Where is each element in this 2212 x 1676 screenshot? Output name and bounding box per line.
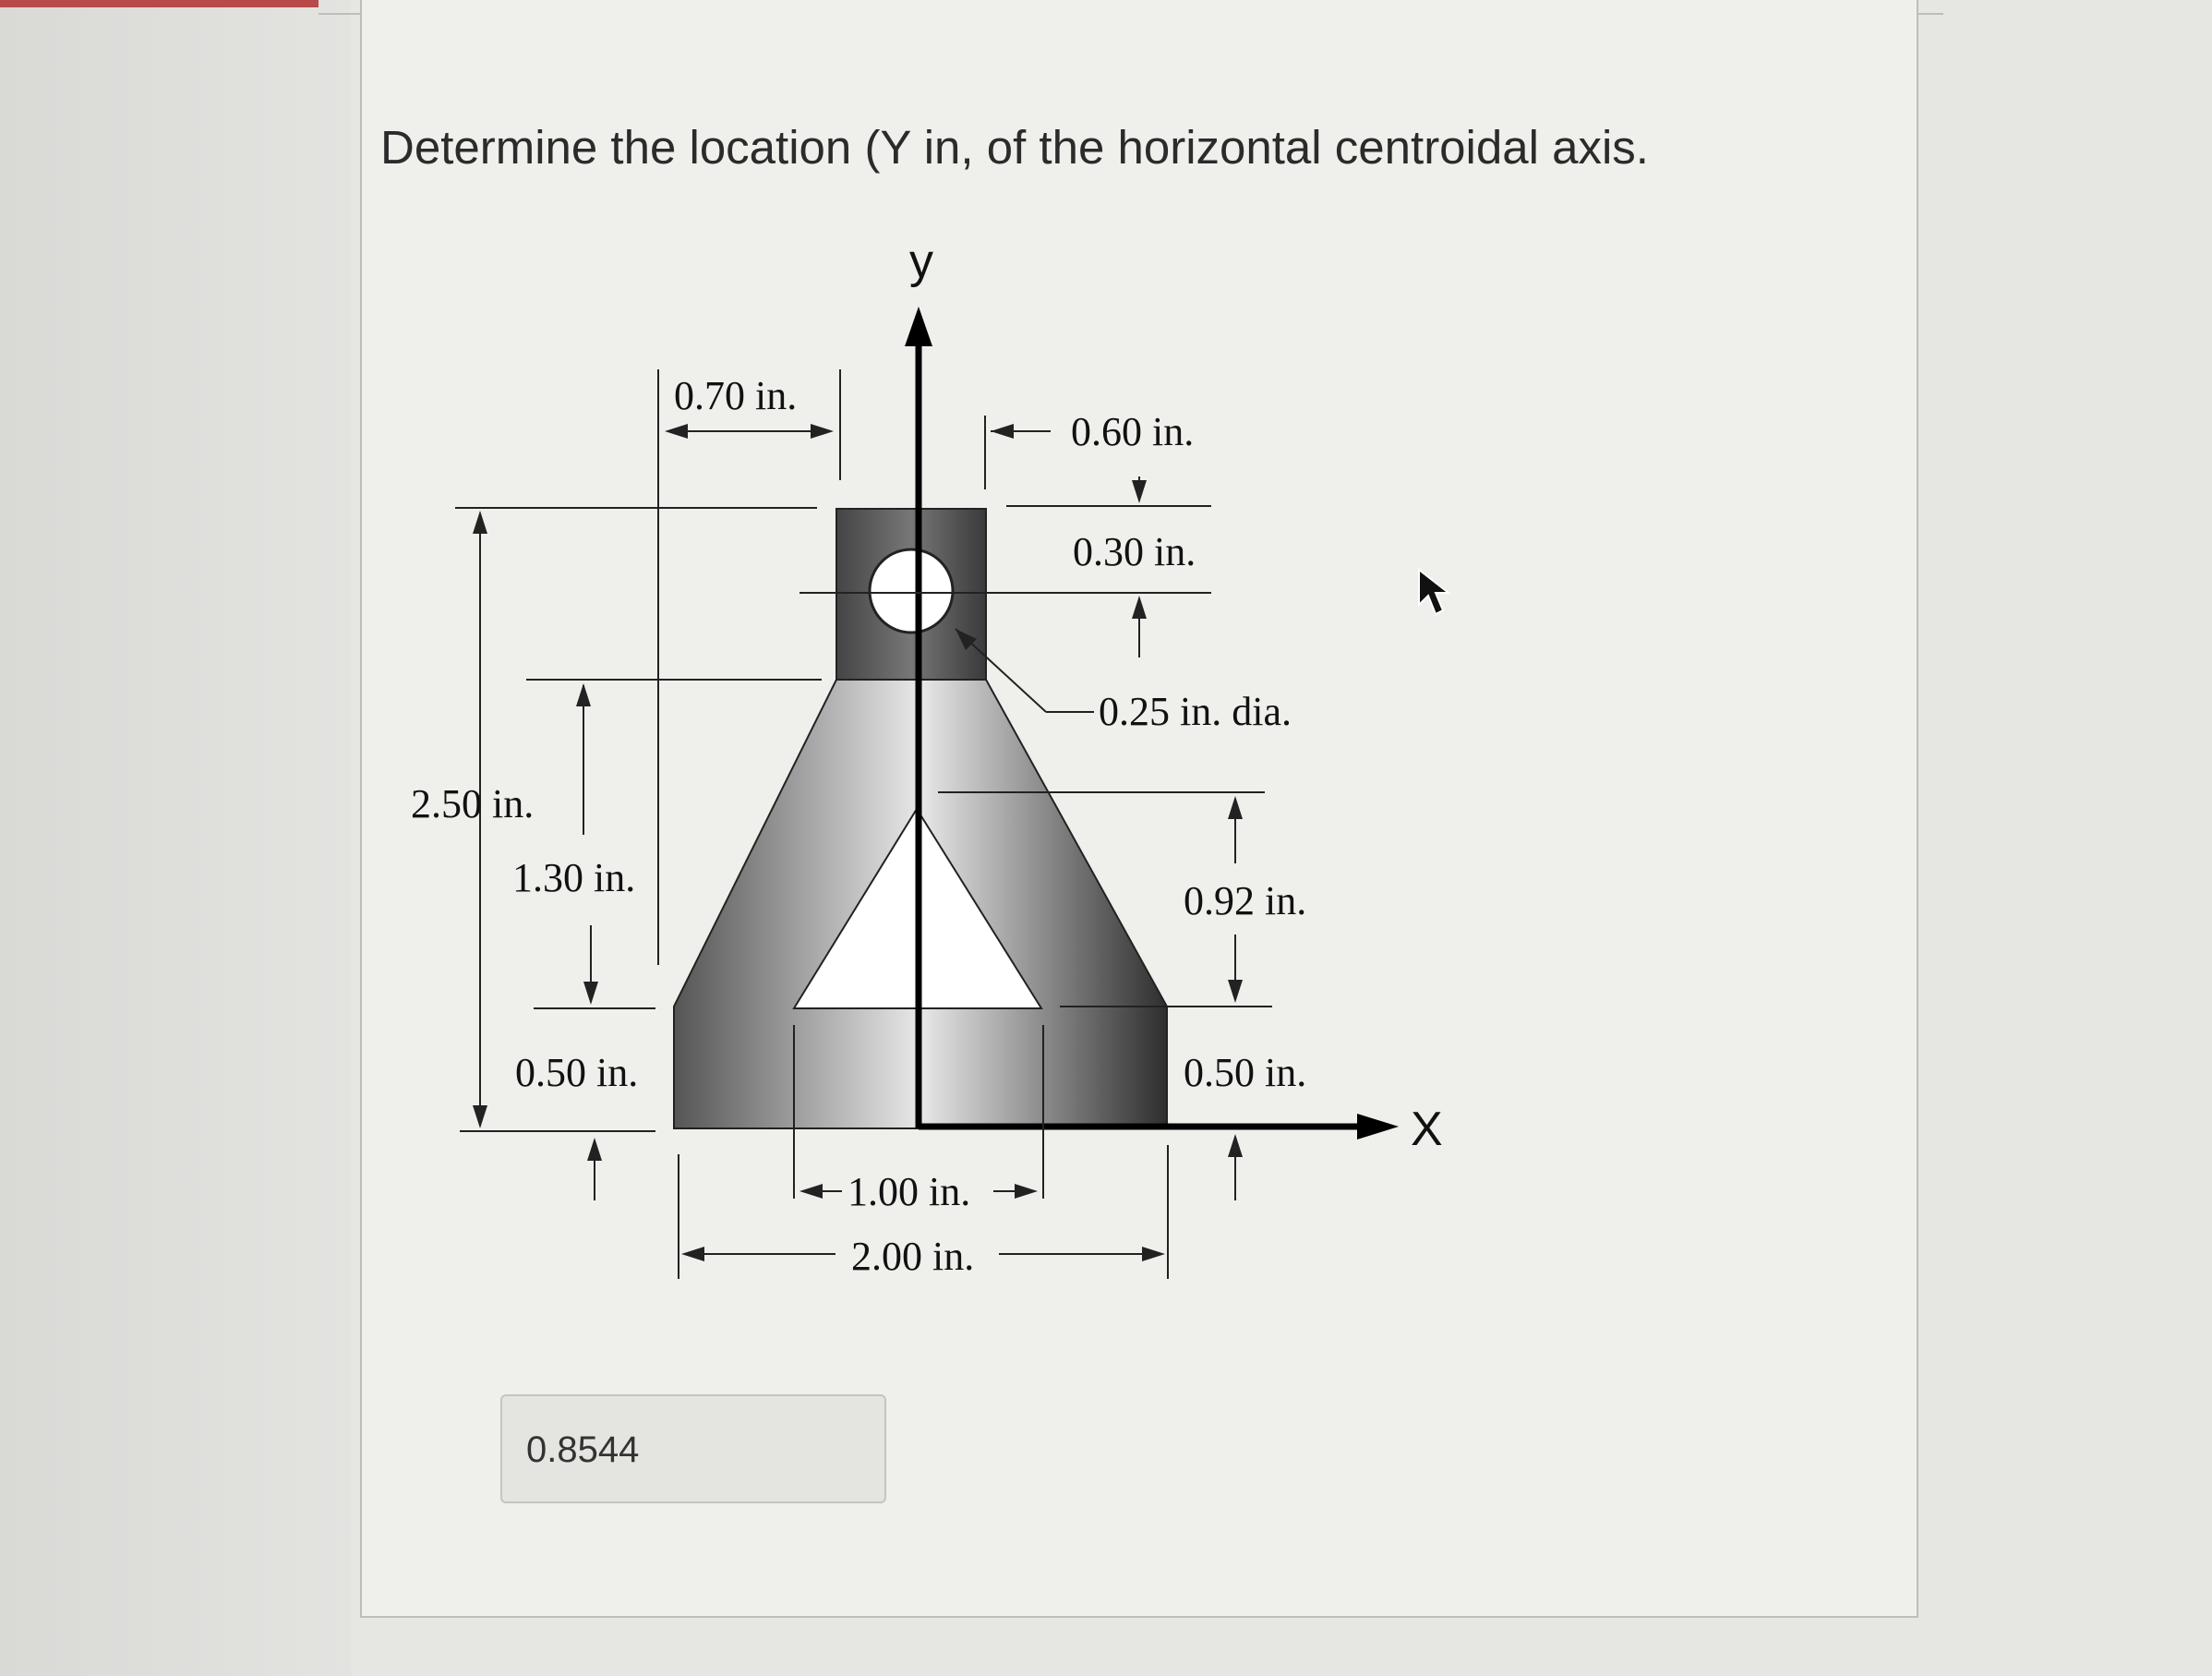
answer-input[interactable]: 0.8544 [500, 1394, 886, 1503]
arrowhead-icon [1228, 1134, 1243, 1157]
arrowhead-icon [991, 424, 1014, 439]
arrowhead-icon [799, 1184, 823, 1199]
arrowhead-icon [1228, 796, 1243, 819]
arrowhead-icon [473, 1105, 487, 1128]
arrowhead-icon [811, 424, 834, 439]
mouse-pointer-icon [1417, 568, 1454, 620]
dim-base-height-left: 0.50 in. [515, 1050, 639, 1095]
dim-hole-diameter: 0.25 in. dia. [1099, 689, 1292, 734]
x-axis-label: X [1411, 1103, 1443, 1156]
arrowhead-icon [576, 683, 591, 706]
dim-base-height-right: 0.50 in. [1184, 1050, 1307, 1095]
y-axis-arrow-icon [905, 307, 932, 346]
circular-hole [870, 549, 953, 633]
arrowhead-icon [1132, 480, 1147, 503]
dim-hole-from-top: 0.30 in. [1073, 529, 1196, 574]
arrowhead-icon [1228, 980, 1243, 1003]
question-text: Determine the location (Y in, of the horizontal centroidal axis. [380, 121, 1649, 174]
arrowhead-icon [1142, 1247, 1165, 1261]
arrowhead-icon [473, 511, 487, 534]
arrowhead-icon [583, 982, 598, 1005]
y-axis-label: y [909, 235, 933, 288]
dim-top-offset: 0.70 in. [674, 373, 798, 418]
dim-triangle-height: 0.92 in. [1184, 878, 1307, 923]
dim-triangle-base: 1.00 in. [848, 1169, 971, 1214]
dim-top-width: 0.60 in. [1071, 409, 1195, 454]
arrowhead-icon [681, 1247, 704, 1261]
dim-base-width: 2.00 in. [851, 1234, 975, 1279]
arrowhead-icon [587, 1138, 602, 1161]
x-axis-arrow-icon [1357, 1114, 1399, 1139]
arrowhead-icon [1015, 1184, 1038, 1199]
arrowhead-icon [665, 424, 688, 439]
arrowhead-icon [1132, 596, 1147, 619]
dim-taper-height: 1.30 in. [512, 855, 636, 900]
dim-total-height: 2.50 in. [411, 781, 535, 826]
